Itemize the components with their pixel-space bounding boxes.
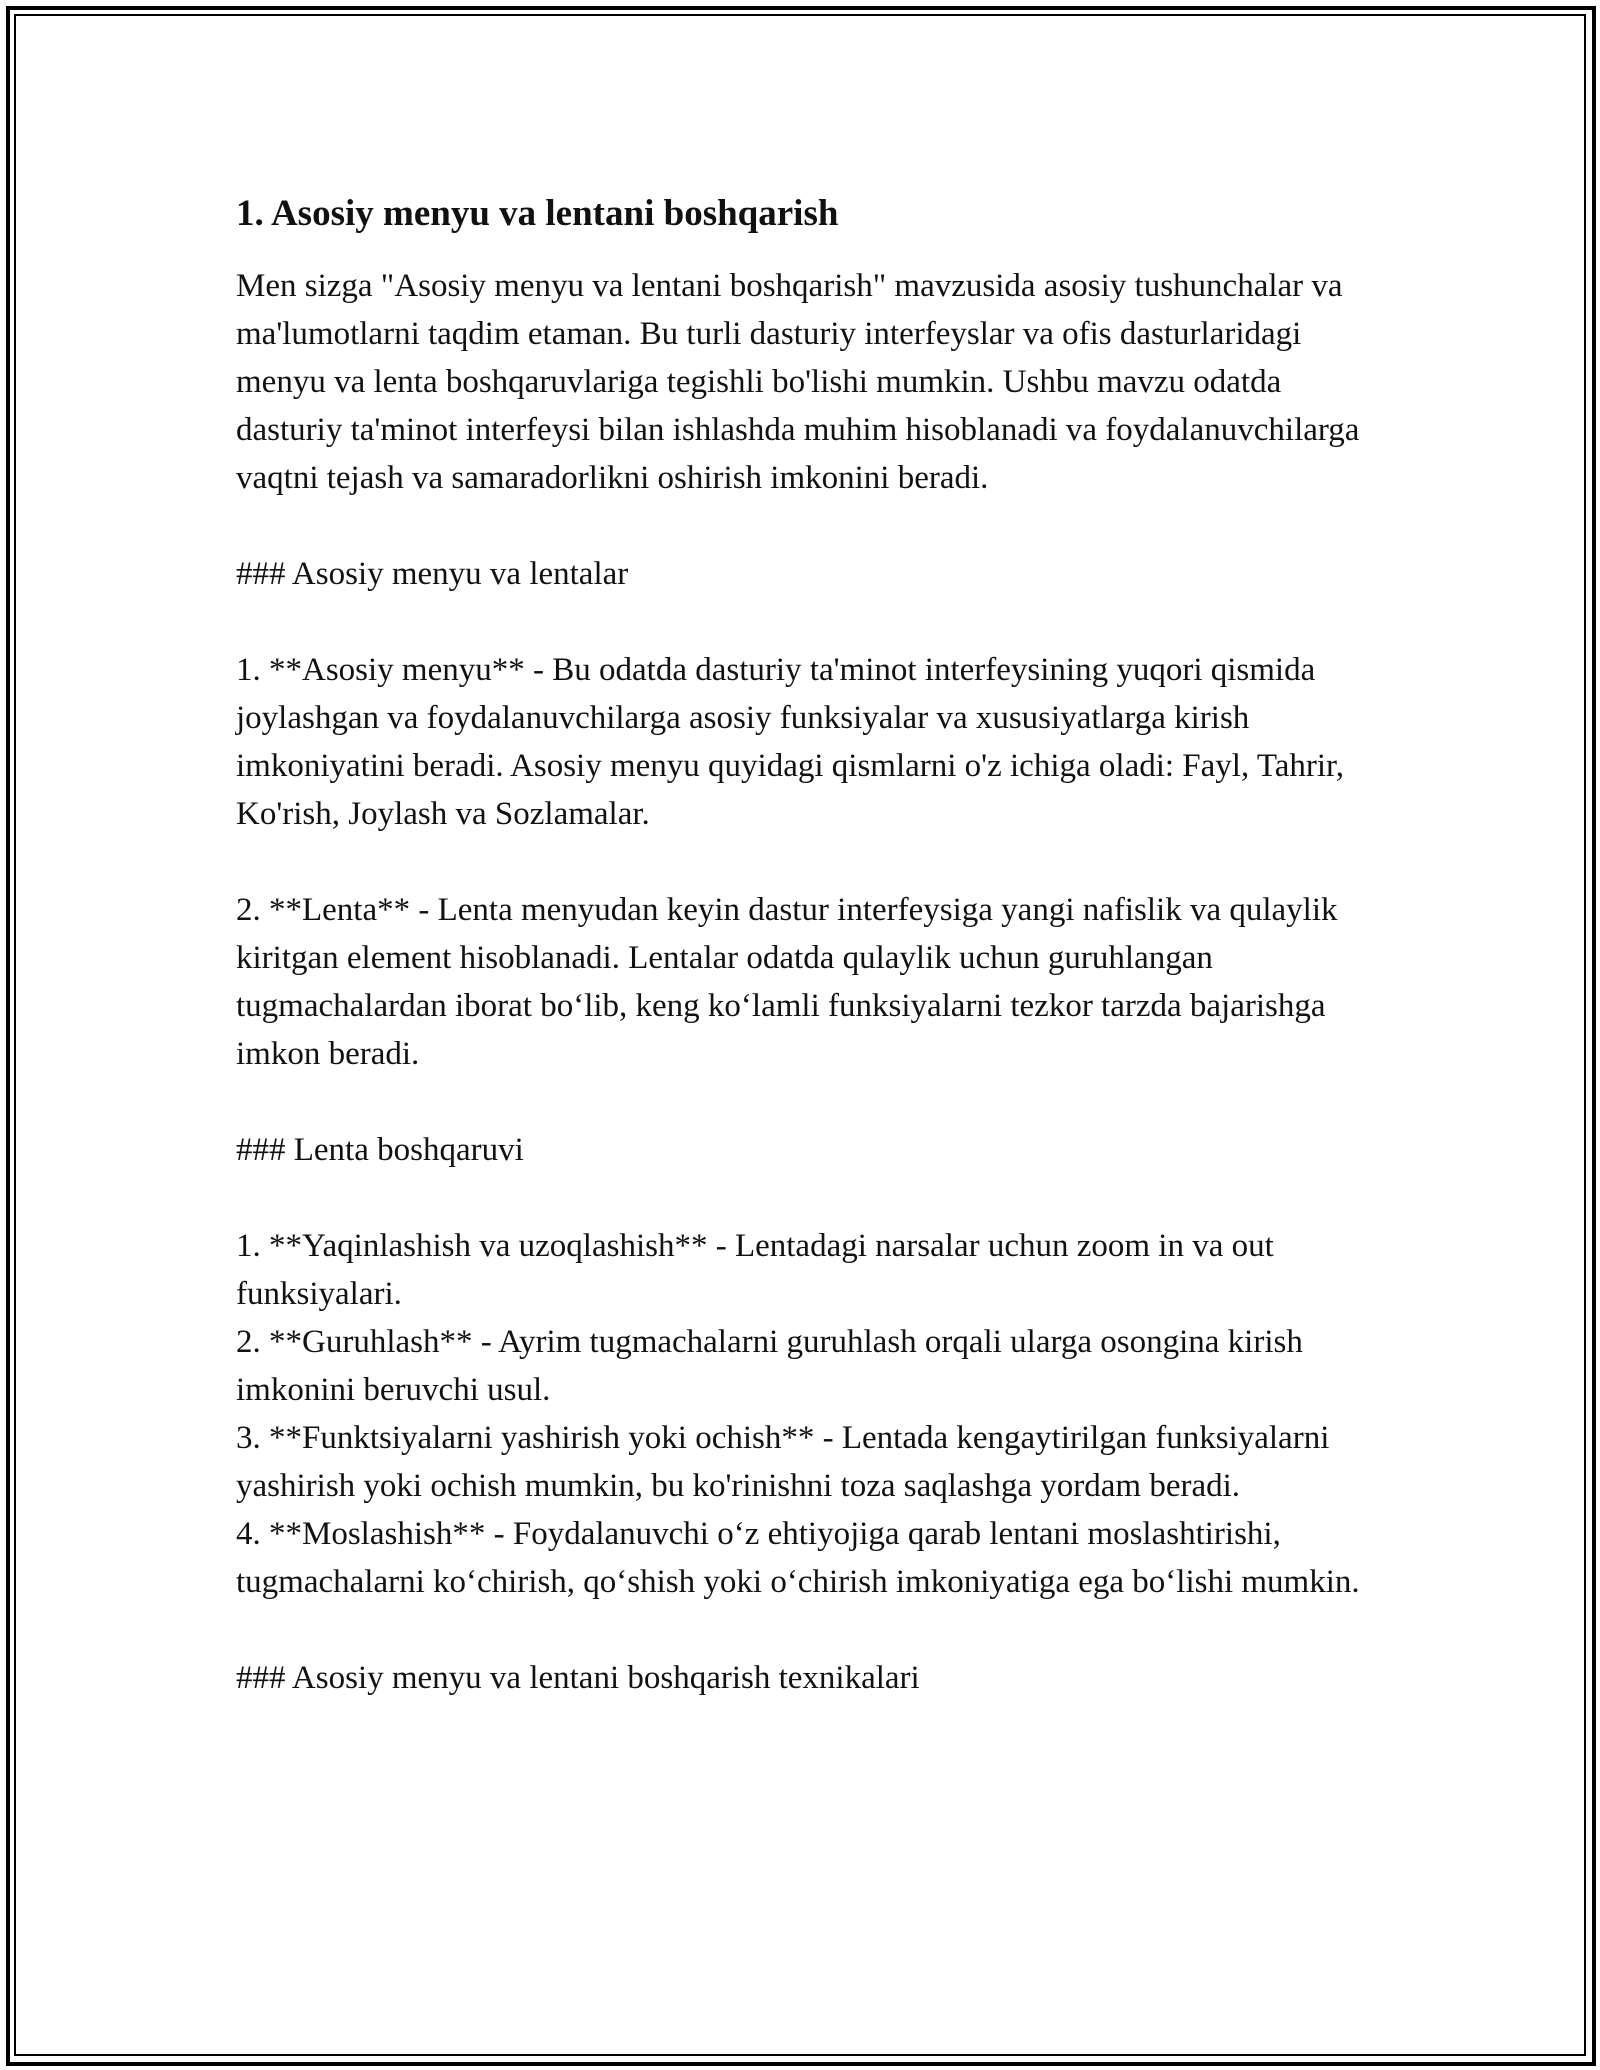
- list-item-zoom: 1. **Yaqinlashish va uzoqlashish** - Lentadagi narsalar uchun zoom in va out funksiyalari.: [236, 1228, 1274, 1312]
- spacer: [236, 502, 1366, 550]
- spacer: [236, 1078, 1366, 1126]
- spacer: [236, 838, 1366, 886]
- list-item-hide-show: 3. **Funktsiyalarni yashirish yoki ochish** - Lentada kengaytirilgan funksiyalarni yashirish yoki ochish mumkin, bu ko'rinishni toza saqlashga yordam beradi.: [236, 1420, 1330, 1504]
- list-item-customize: 4. **Moslashish** - Foydalanuvchi o‘z ehtiyojiga qarab lentani moslashtirishi, tugmachalarni ko‘chirish, qo‘shish yoki o‘chirish imkoniyatiga ega bo‘lishi mumkin.: [236, 1516, 1360, 1600]
- spacer: [236, 598, 1366, 646]
- spacer: [236, 1606, 1366, 1654]
- spacer: [236, 1174, 1366, 1222]
- document-body: [236, 186, 1366, 1702]
- section-heading-ribbon-control: ### Lenta boshqaruvi: [236, 1132, 524, 1168]
- list-item-main-menu: 1. **Asosiy menyu** - Bu odatda dasturiy ta'minot interfeysining yuqori qismida joylashgan va foydalanuvchilarga asosiy funksiyalar va xususiyatlarga kirish imkoniyatini beradi. Asosiy menyu quyidagi qismlarni o'z ichiga oladi: Fayl, Tahrir, Ko'rish, Joylash va Sozlamalar.: [236, 652, 1344, 832]
- intro-paragraph: Men sizga "Asosiy menyu va lentani boshqarish" mavzusida asosiy tushunchalar va ma'lumotlarni taqdim etaman. Bu turli dasturiy interfeyslar va ofis dasturlaridagi menyu va lenta boshqaruvlariga tegishli bo'lishi mumkin. Ushbu mavzu odatda dasturiy ta'minot interfeysi bilan ishlashda muhim hisoblanadi va foydalanuvchilarga vaqtni tejash va samaradorlikni oshirish imkonini beradi.: [236, 268, 1360, 496]
- document-title: 1. Asosiy menyu va lentani boshqarish: [236, 193, 839, 234]
- section-heading-menus: ### Asosiy menyu va lentalar: [236, 556, 629, 592]
- list-item-ribbon: 2. **Lenta** - Lenta menyudan keyin dastur interfeysiga yangi nafislik va qulaylik kiritgan element hisoblanadi. Lentalar odatda qulaylik uchun guruhlangan tugmachalardan iborat bo‘lib, keng ko‘lamli funksiyalarni tezkor tarzda bajarishga imkon beradi.: [236, 892, 1338, 1072]
- section-heading-techniques: ### Asosiy menyu va lentani boshqarish texnikalari: [236, 1660, 920, 1696]
- list-item-grouping: 2. **Guruhlash** - Ayrim tugmachalarni guruhlash orqali ularga osongina kirish imkonini beruvchi usul.: [236, 1324, 1303, 1408]
